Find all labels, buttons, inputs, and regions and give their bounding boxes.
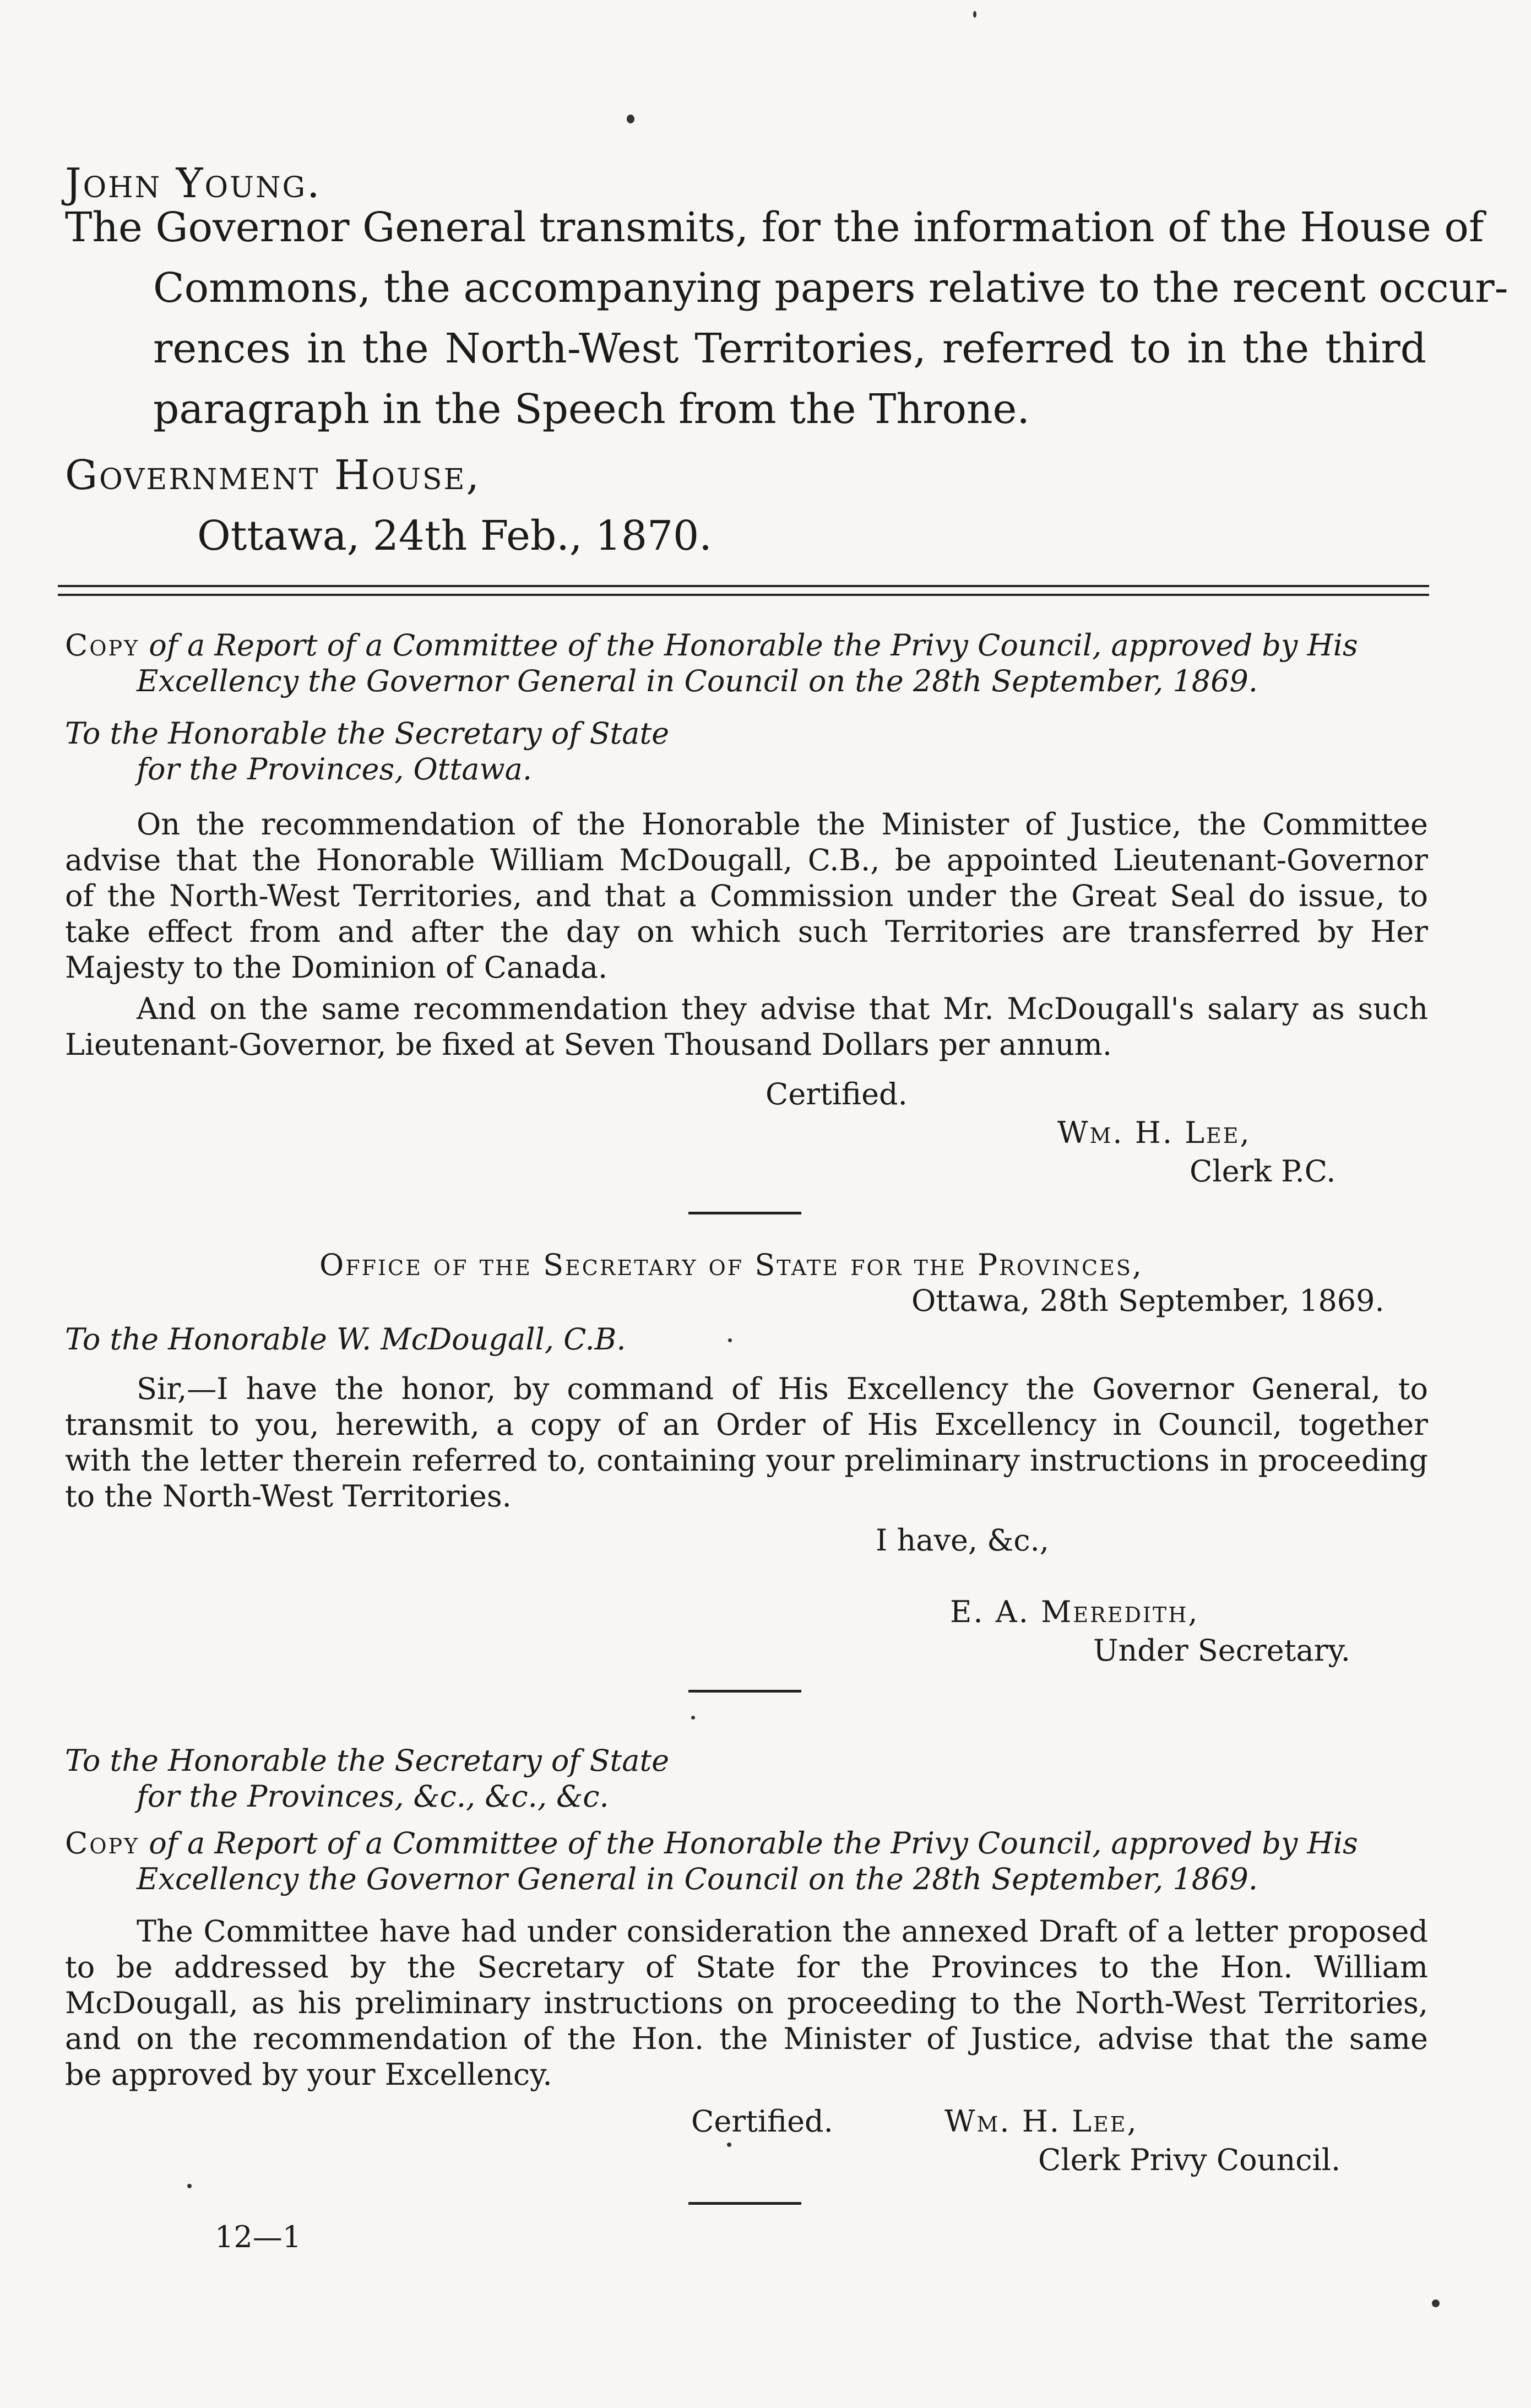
- signature-john-young: John Young.: [65, 160, 322, 207]
- double-rule-top: [58, 585, 1429, 587]
- report1-copy-word: Copy: [65, 628, 140, 663]
- government-house: Government House,: [65, 452, 481, 499]
- report1-title-line-2: Excellency the Governor General in Council on the 28th September, 1869.: [137, 664, 1258, 698]
- report1-addressee-1: To the Honorable the Secretary of State: [65, 716, 670, 751]
- letter-addressee: To the Honorable W. McDougall, C.B.: [65, 1322, 626, 1357]
- message-line-1: The Governor General transmits, for the information of the House of: [65, 204, 1484, 251]
- report1-signer: Wm. H. Lee,: [1057, 1115, 1251, 1150]
- report2-title-line-2: Excellency the Governor General in Council on the 28th September, 1869.: [137, 1862, 1258, 1896]
- scan-speck: [1432, 2299, 1440, 2307]
- report2-certified: Certified.: [691, 2104, 833, 2139]
- report1-title-line-1: [65, 628, 1358, 663]
- letter-signer: E. A. Meredith,: [950, 1595, 1199, 1629]
- report1-addressee-2: for the Provinces, Ottawa.: [137, 752, 532, 787]
- scan-speck: [691, 1716, 695, 1720]
- report2-body-line-2: to be addressed by the Secretary of State for the Provinces to the Hon. William: [65, 1950, 1428, 1984]
- scan-speck: [627, 115, 634, 123]
- letter-body-line-3: with the letter therein referred to, containing your preliminary instructions in proceeding: [65, 1443, 1428, 1478]
- scan-speck: [728, 1338, 732, 1342]
- report2-title-1: of a Report of a Committee of the Honorable the Privy Council, approved by His: [149, 1826, 1358, 1861]
- report2-title-line-1: [65, 1826, 1358, 1861]
- report1-para2-line-1: And on the same recommendation they advise that Mr. McDougall's salary as such: [137, 991, 1428, 1026]
- letter-body-line-4: to the North-West Territories.: [65, 1479, 512, 1514]
- letter-body-line-2: transmit to you, herewith, a copy of an Order of His Excellency in Council, together: [65, 1407, 1428, 1442]
- report1-para1-line-3: of the North-West Territories, and that a Commission under the Great Seal do issue, to: [65, 878, 1428, 913]
- letter-office: Office of the Secretary of State for the Provinces,: [319, 1248, 1144, 1282]
- report2-body-line-5: be approved by your Excellency.: [65, 2057, 552, 2092]
- report1-para1-line-1: On the recommendation of the Honorable the Minister of Justice, the Committee: [137, 807, 1428, 842]
- section-divider-2: [688, 1690, 801, 1693]
- report1-certified: Certified.: [766, 1077, 908, 1111]
- report2-body-line-4: and on the recommendation of the Hon. the Minister of Justice, advise that the same: [65, 2021, 1428, 2056]
- letter-date: Ottawa, 28th September, 1869.: [911, 1283, 1385, 1318]
- header-date: Ottawa, 24th Feb., 1870.: [197, 512, 712, 560]
- letter-body-line-1: Sir,—I have the honor, by command of His Excellency the Governor General, to: [137, 1371, 1428, 1406]
- report2-addressee-2: for the Provinces, &c., &c., &c.: [137, 1779, 609, 1814]
- report1-para2-line-2: Lieutenant-Governor, be fixed at Seven Thousand Dollars per annum.: [65, 1027, 1112, 1062]
- report1-para1-line-5: Majesty to the Dominion of Canada.: [65, 950, 608, 985]
- report2-body-line-3: McDougall, as his preliminary instructions on proceeding to the North-West Territories,: [65, 1986, 1428, 2020]
- section-divider-3: [688, 2202, 801, 2205]
- report1-signer-title: Clerk P.C.: [1190, 1154, 1336, 1189]
- report2-addressee-1: To the Honorable the Secretary of State: [65, 1743, 670, 1778]
- section-divider-1: [688, 1212, 801, 1214]
- message-line-2: Commons, the accompanying papers relative to the recent occur-: [153, 264, 1508, 312]
- double-rule-bottom: [58, 594, 1429, 596]
- signature-mark: 12—1: [215, 2220, 302, 2254]
- scan-speck: [727, 2143, 731, 2147]
- message-line-3: rences in the North-West Territories, referred to in the third: [153, 325, 1426, 372]
- message-line-4: paragraph in the Speech from the Throne.: [153, 386, 1030, 433]
- report1-para1-line-4: take effect from and after the day on which such Territories are transferred by Her: [65, 914, 1428, 949]
- report2-signer-title: Clerk Privy Council.: [1038, 2143, 1341, 2177]
- report1-para1-line-2: advise that the Honorable William McDougall, C.B., be appointed Lieutenant-Governor: [65, 843, 1428, 877]
- scan-speck: [973, 11, 976, 18]
- letter-closing: I have, &c.,: [876, 1523, 1049, 1558]
- report2-copy-word: Copy: [65, 1826, 140, 1861]
- report1-title-1: of a Report of a Committee of the Honorable the Privy Council, approved by His: [149, 628, 1358, 663]
- scan-speck: [187, 2184, 192, 2188]
- letter-signer-title: Under Secretary.: [1093, 1633, 1350, 1668]
- report2-signer: Wm. H. Lee,: [944, 2104, 1138, 2139]
- report2-body-line-1: The Committee have had under consideration the annexed Draft of a letter proposed: [137, 1914, 1428, 1949]
